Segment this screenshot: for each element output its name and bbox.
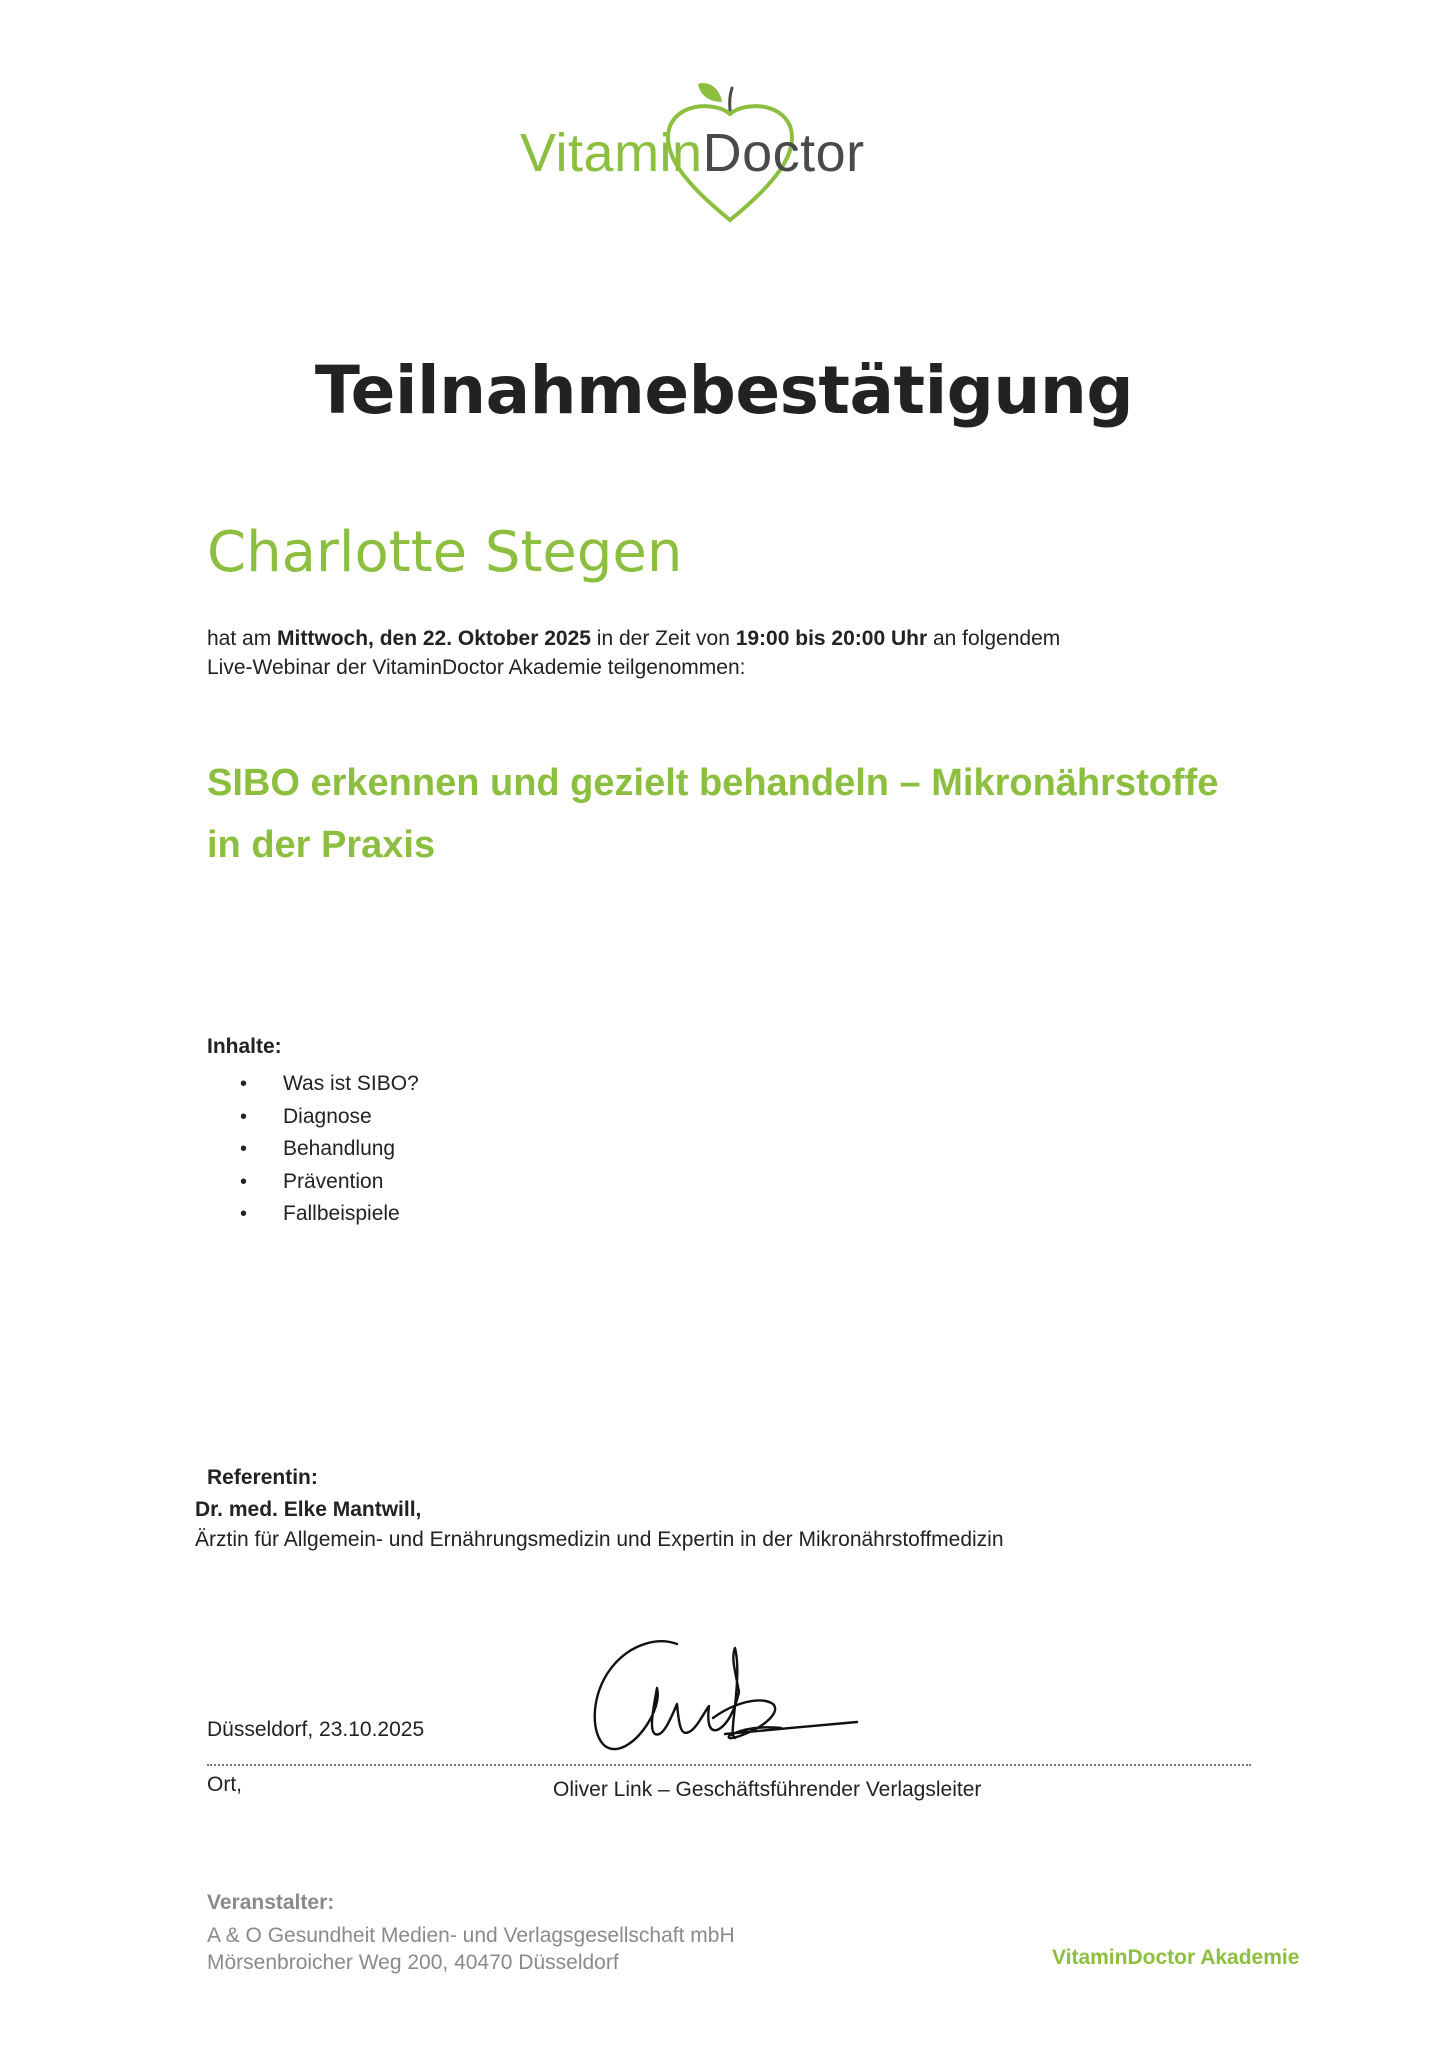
document-title: Teilnahmebestätigung <box>314 352 1134 429</box>
list-item: • Behandlung <box>240 1133 419 1166</box>
logo-text-doctor: Doctor <box>702 123 865 183</box>
intro-text <box>207 624 1257 682</box>
speaker-name: Dr. med. Elke Mantwill, <box>195 1498 422 1521</box>
intro-text-2: in der Zeit von <box>590 627 736 650</box>
speaker-label: Referentin: <box>207 1466 318 1489</box>
list-item: • Was ist SIBO? <box>240 1068 419 1101</box>
list-item: • Prävention <box>240 1166 419 1199</box>
vitamindoctor-logo <box>520 78 940 228</box>
ort-label: Ort, <box>207 1773 242 1796</box>
signature-line <box>207 1764 1251 1766</box>
signer-name: Oliver Link – Geschäftsführender Verlagsleiter <box>553 1778 982 1801</box>
intro-text-3: an folgendem <box>927 627 1061 650</box>
course-title-line1: SIBO erkennen und gezielt behandeln – Mikronährstoffe <box>207 762 1219 804</box>
list-item: • Fallbeispiele <box>240 1198 419 1231</box>
footer-brand: VitaminDoctor Akademie <box>1052 1946 1300 1969</box>
intro-text-line2: Live-Webinar der VitaminDoctor Akademie teilgenommen: <box>207 656 746 679</box>
recipient-name: Charlotte Stegen <box>207 520 683 585</box>
place-date: Düsseldorf, 23.10.2025 <box>207 1718 425 1741</box>
list-item: • Diagnose <box>240 1101 419 1134</box>
course-title-line2: in der Praxis <box>207 824 436 866</box>
intro-text-1: hat am <box>207 627 278 650</box>
handwritten-signature <box>585 1630 865 1765</box>
speaker-description: Ärztin für Allgemein- und Ernährungsmedizin und Expertin in der Mikronährstoffmedizin <box>195 1528 1004 1551</box>
organizer-label: Veranstalter: <box>207 1891 335 1914</box>
organizer-name: A & O Gesundheit Medien- und Verlagsgesellschaft mbH <box>207 1924 735 1947</box>
organizer-address: Mörsenbroicher Weg 200, 40470 Düsseldorf <box>207 1951 619 1974</box>
contents-list <box>240 1068 419 1231</box>
event-date: Mittwoch, den 22. Oktober 2025 <box>277 627 591 650</box>
course-title <box>207 752 1267 876</box>
logo-text-vitamin: Vitamin <box>520 123 703 183</box>
contents-label: Inhalte: <box>207 1035 282 1058</box>
event-time: 19:00 bis 20:00 Uhr <box>735 627 928 650</box>
